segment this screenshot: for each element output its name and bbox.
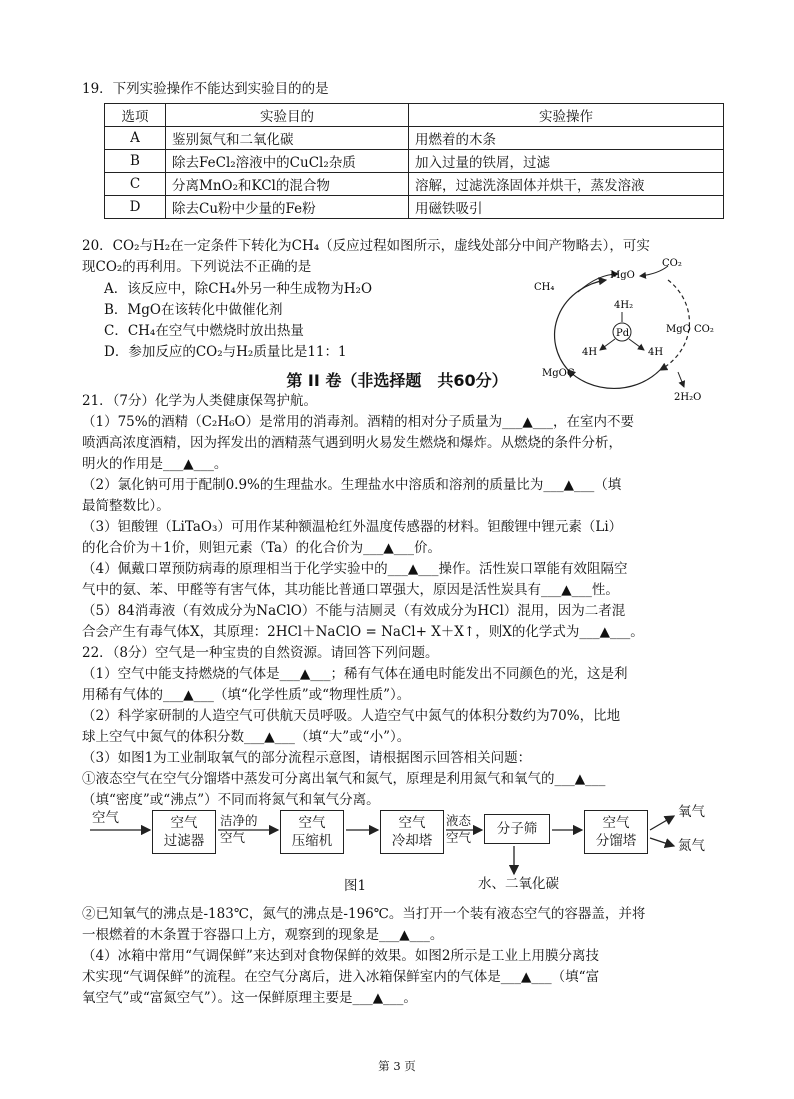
q22-line: 一根燃着的木条置于容器口上方，观察到的现象是___▲___。 (82, 927, 444, 943)
label-pd: Pd (616, 328, 630, 339)
table-row (105, 196, 724, 219)
cell: 分离MnO₂和KCl的混合物 (166, 173, 409, 196)
cell: 鉴别氮气和二氧化碳 (166, 127, 409, 150)
page-number: 第 3 页 (378, 1059, 416, 1073)
q22-line: 球上空气中氮气的体积分数___▲___（填“大”或“小”）。 (82, 729, 411, 745)
cell: D (105, 196, 166, 219)
flow-label-liquid-air: 液态 空气 (446, 813, 472, 845)
q22-line: ①液态空气在空气分馏塔中蒸发可分离出氧气和氮气，原理是利用氮气和氧气的___▲___ (82, 771, 606, 787)
q20-stem-1: 20．CO₂与H₂在一定条件下转化为CH₄（反应过程如图所示，虚线处部分中间产物略去），可实 (82, 238, 650, 254)
q21-line: 气中的氨、苯、甲醛等有害气体，其功能比普通口罩强大，原因是活性炭具有___▲___性。 (82, 582, 619, 598)
q21-line: 最简整数比）。 (82, 498, 170, 514)
q22-line: 用稀有气体的___▲___（填“化学性质”或“物理性质”）。 (82, 687, 411, 703)
cell: 用燃着的木条 (409, 127, 724, 150)
q22-line: （3）如图1为工业制取氧气的部分流程示意图，请根据图示回答相关问题： (82, 750, 532, 766)
table-row (105, 127, 724, 150)
flow-box-filter: 空气 过滤器 (152, 810, 216, 854)
q21-stem: 21．（7分）化学为人类健康保驾护航。 (82, 393, 318, 409)
q20-option-d: D．参加反应的CO₂与H₂质量比是11：1 (104, 344, 347, 360)
label-co2: CO₂ (662, 258, 682, 269)
cell: A (105, 127, 166, 150)
flow-output-n2: 氮气 (678, 838, 705, 854)
q20-option-c: C．CH₄在空气中燃烧时放出热量 (104, 323, 304, 339)
q22-line: （4）冰箱中常用“气调保鲜”来达到对食物保鲜的效果。如图2所示是工业上用膜分离技 (82, 948, 599, 964)
label-mgoc: MgOC (542, 368, 575, 379)
q21-line: 合会产生有毒气体X，其原理：2HCl＋NaClO = NaCl+ X＋X↑，则X的化学式为___▲___。 (82, 624, 644, 640)
table-row (105, 150, 724, 173)
q21-line: 明火的作用是___▲___。 (82, 456, 228, 472)
flow-diagram-figure1 (82, 804, 722, 900)
header-option: 选项 (105, 104, 166, 127)
q20-stem-2: 现CO₂的再利用。下列说法不正确的是 (82, 259, 312, 275)
flow-box-cooler: 空气 冷却塔 (380, 810, 444, 854)
flow-box-compressor: 空气 压缩机 (280, 810, 344, 854)
q20-option-b: B．MgO在该转化中做催化剂 (104, 302, 283, 318)
label-mgo: MgO (610, 270, 635, 281)
q20-option-a: A．该反应中，除CH₄外另一种生成物为H₂O (104, 281, 373, 297)
q22-line: 术实现“气调保鲜”的流程。在空气分离后，进入冰箱保鲜室内的气体是___▲___（填“富 (82, 969, 600, 985)
q21-line: 的化合价为＋1价，则钽元素（Ta）的化合价为___▲___价。 (82, 540, 441, 556)
header-operation: 实验操作 (409, 104, 724, 127)
label-2h2o: 2H₂O (674, 392, 702, 403)
q21-line: 喷洒高浓度酒精，因为挥发出的酒精蒸气遇到明火易发生燃烧和爆炸。从燃烧的条件分析， (82, 435, 622, 451)
q21-line: （3）钽酸锂（LiTaO₃）可用作某种额温枪红外温度传感器的材料。钽酸锂中锂元素（Li） (82, 519, 623, 535)
section-title: 第 II 卷（非选择题 共60分） (286, 371, 508, 390)
label-4h-left: 4H (582, 347, 598, 358)
table-row (105, 173, 724, 196)
header-purpose: 实验目的 (166, 104, 409, 127)
flow-box-sieve: 分子筛 (484, 814, 550, 844)
q22-line: （1）空气中能支持燃烧的气体是___▲___；稀有气体在通电时能发出不同颜色的光，这是利 (82, 666, 628, 682)
flow-output-o2: 氧气 (678, 804, 705, 820)
q21-line: （2）氯化钠可用于配制0.9%的生理盐水。生理盐水中溶质和溶剂的质量比为___▲___（填 (82, 477, 622, 493)
flow-label-clean-air: 洁净的 空气 (220, 813, 258, 845)
label-mgoco2: MgO CO₂ (666, 324, 714, 335)
q22-line: ②已知氧气的沸点是-183℃，氮气的沸点是-196℃。当打开一个装有液态空气的容器盖，并将 (82, 906, 646, 922)
cell: C (105, 173, 166, 196)
cell: 溶解，过滤洗涤固体并烘干，蒸发溶液 (409, 173, 724, 196)
q19-table (104, 103, 724, 219)
cell: 加入过量的铁屑，过滤 (409, 150, 724, 173)
cell: B (105, 150, 166, 173)
q21-line: （1）75%的酒精（C₂H₆O）是常用的消毒剂。酒精的相对分子质量为___▲___，在室内不要 (82, 414, 634, 430)
q21-line: （4）佩戴口罩预防病毒的原理相当于化学实验中的___▲___操作。活性炭口罩能有效阻隔空 (82, 561, 628, 577)
q22-stem: 22．（8分）空气是一种宝贵的自然资源。请回答下列问题。 (82, 645, 439, 661)
label-4h-right: 4H (648, 347, 664, 358)
label-ch4: CH₄ (534, 282, 555, 293)
label-4h2: 4H₂ (614, 300, 634, 311)
cell: 除去FeCl₂溶液中的CuCl₂杂质 (166, 150, 409, 173)
cell: 用磁铁吸引 (409, 196, 724, 219)
flow-input-air: 空气 (92, 810, 119, 826)
q21-line: （5）84消毒液（有效成分为NaClO）不能与洁厕灵（有效成分为HCl）混用，因为二者混 (82, 603, 626, 619)
table-header-row (105, 104, 724, 127)
q22-line: （填“密度”或“沸点”）不同而将氮气和氧气分离。 (82, 792, 380, 808)
q22-line: （2）科学家研制的人造空气可供航天员呼吸。人造空气中氮气的体积分数约为70%，比地 (82, 708, 621, 724)
flow-box-distillation: 空气 分馏塔 (584, 810, 648, 854)
cell: 除去Cu粉中少量的Fe粉 (166, 196, 409, 219)
q19-stem: 19．下列实验操作不能达到实验目的的是 (82, 81, 329, 97)
q22-line: 氧空气”或“富氮空气”）。这一保鲜原理主要是___▲___。 (82, 990, 417, 1006)
flow-output-water-co2: 水、二氧化碳 (478, 876, 559, 892)
figure1-caption: 图1 (344, 878, 367, 894)
